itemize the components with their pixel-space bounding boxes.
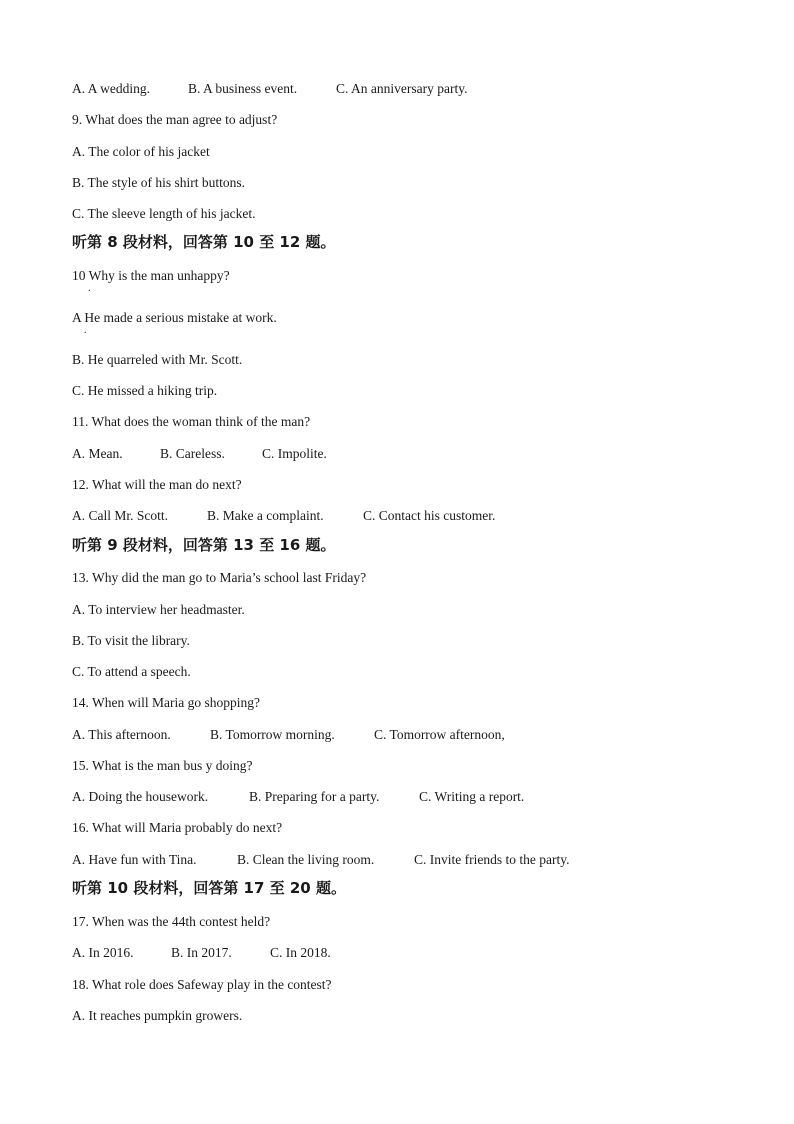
answer-option: B. Make a complaint. [207,508,324,523]
question-text: 14. When will Maria go shopping? [72,695,260,710]
answer-option: A. Have fun with Tina. [72,852,197,867]
answer-option: A. Doing the housework. [72,789,209,804]
section-heading: 听第 10 段材料，回答第 17 至 20 题。 [72,879,346,897]
question-text: C. To attend a speech. [72,664,191,679]
answer-option: C. An anniversary party. [336,81,468,96]
answer-option: A. Call Mr. Scott. [72,508,169,523]
question-text: 11. What does the woman think of the man? [72,414,311,429]
answer-option: B. Tomorrow morning. [210,727,335,742]
answer-option: B. Careless. [160,446,225,461]
answer-option: A. Mean. [72,446,123,461]
question-text: C. The sleeve length of his jacket. [72,206,256,221]
answer-option: C. In 2018. [270,945,331,960]
question-text: A. The color of his jacket [72,144,210,159]
answer-option: A. This afternoon. [72,727,171,742]
question-text: B. To visit the library. [72,633,190,648]
question-text: 16. What will Maria probably do next? [72,820,283,835]
question-text: A. To interview her headmaster. [72,602,245,617]
question-text: 18. What role does Safeway play in the contest? [72,977,332,992]
question-text: B. The style of his shirt buttons. [72,175,246,190]
answer-option: B. A business event. [188,81,298,96]
question-text: B. He quarreled with Mr. Scott. [72,352,243,367]
stray-dot-mark: . [84,325,87,336]
answer-option: C. Tomorrow afternoon, [374,727,505,742]
question-text: 12. What will the man do next? [72,477,242,492]
answer-option: B. Clean the living room. [237,852,375,867]
section-heading: 听第 9 段材料，回答第 13 至 16 题。 [72,536,336,554]
question-text: 17. When was the 44th contest held? [72,914,271,929]
answer-option: C. Writing a report. [419,789,525,804]
stray-dot-mark: . [88,283,91,294]
answer-option: C. Contact his customer. [363,508,496,523]
answer-option: C. Impolite. [262,446,327,461]
answer-option: C. Invite friends to the party. [414,852,570,867]
question-text: 10 Why is the man unhappy? [72,268,230,283]
question-text: 15. What is the man bus y doing? [72,758,253,773]
question-text: 9. What does the man agree to adjust? [72,112,278,127]
question-text: A He made a serious mistake at work. [72,310,277,325]
answer-option: B. Preparing for a party. [249,789,380,804]
question-text: C. He missed a hiking trip. [72,383,218,398]
answer-option: B. In 2017. [171,945,232,960]
answer-option: A. A wedding. [72,81,151,96]
question-text: A. It reaches pumpkin growers. [72,1008,243,1023]
section-heading: 听第 8 段材料，回答第 10 至 12 题。 [72,233,336,251]
answer-option: A. In 2016. [72,945,134,960]
question-text: 13. Why did the man go to Maria’s school last Friday? [72,570,367,585]
